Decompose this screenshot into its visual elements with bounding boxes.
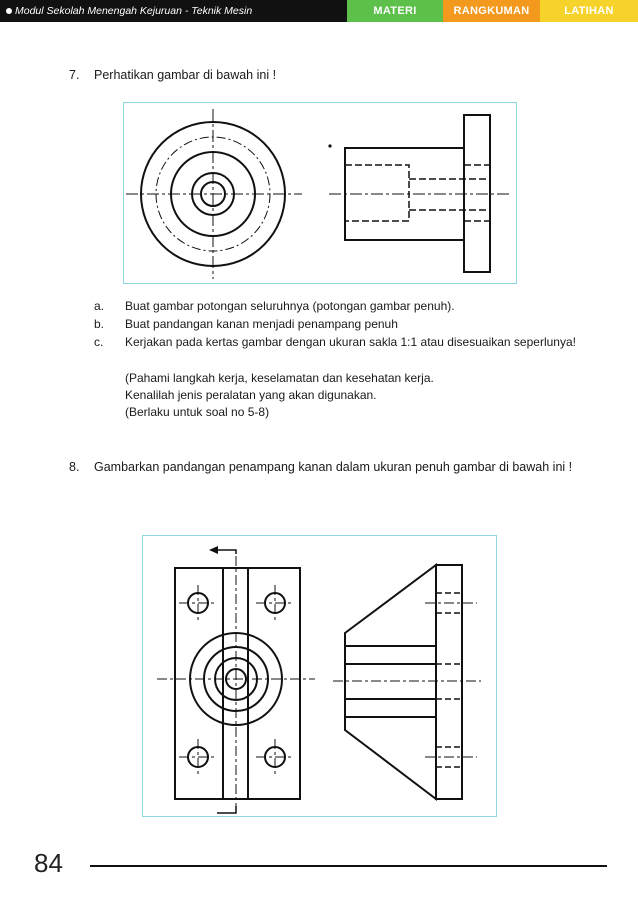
note-line <box>125 387 595 404</box>
question-text: Perhatikan gambar di bawah ini ! <box>94 68 277 82</box>
item-label: b. <box>94 317 105 331</box>
bullet-icon <box>6 8 12 14</box>
item-text: Buat gambar potongan seluruhnya (potongan gambar penuh). <box>125 299 455 313</box>
tab-rangkuman[interactable]: RANGKUMAN <box>443 0 540 22</box>
technical-drawing-q8 <box>143 536 496 816</box>
tab-materi[interactable]: MATERI <box>347 0 443 22</box>
module-title-text: Modul Sekolah Menengah Kejuruan - Teknik Mesin <box>15 5 253 17</box>
item-label: c. <box>94 335 104 349</box>
page-number: 84 <box>34 848 63 878</box>
list-item <box>94 298 594 315</box>
footer-divider <box>90 865 607 867</box>
item-label: a. <box>94 299 105 313</box>
item-text: Kerjakan pada kertas gambar dengan ukuran sakla 1:1 atau disesuaikan seperlunya! <box>125 335 576 349</box>
question-number: 7. <box>69 68 80 82</box>
note-text: (Berlaku untuk soal no 5-8) <box>125 405 270 419</box>
figure-q7 <box>123 102 517 284</box>
question-number: 8. <box>69 460 80 474</box>
module-title <box>0 0 347 22</box>
note-line <box>125 404 595 421</box>
technical-drawing-q7 <box>124 103 516 283</box>
list-item <box>94 334 594 368</box>
note-text: Kenalilah jenis peralatan yang akan digunakan. <box>125 388 377 402</box>
figure-q8 <box>142 535 497 817</box>
note-text: (Pahami langkah kerja, keselamatan dan kesehatan kerja. <box>125 371 434 385</box>
question-8 <box>69 458 579 498</box>
page-header <box>0 0 638 22</box>
tab-latihan[interactable]: LATIHAN <box>540 0 638 22</box>
question-text: Gambarkan pandangan penampang kanan dalam ukuran penuh gambar di bawah ini ! <box>94 460 573 474</box>
note-line <box>125 370 595 387</box>
list-item <box>94 316 594 333</box>
item-text: Buat pandangan kanan menjadi penampang penuh <box>125 317 398 331</box>
